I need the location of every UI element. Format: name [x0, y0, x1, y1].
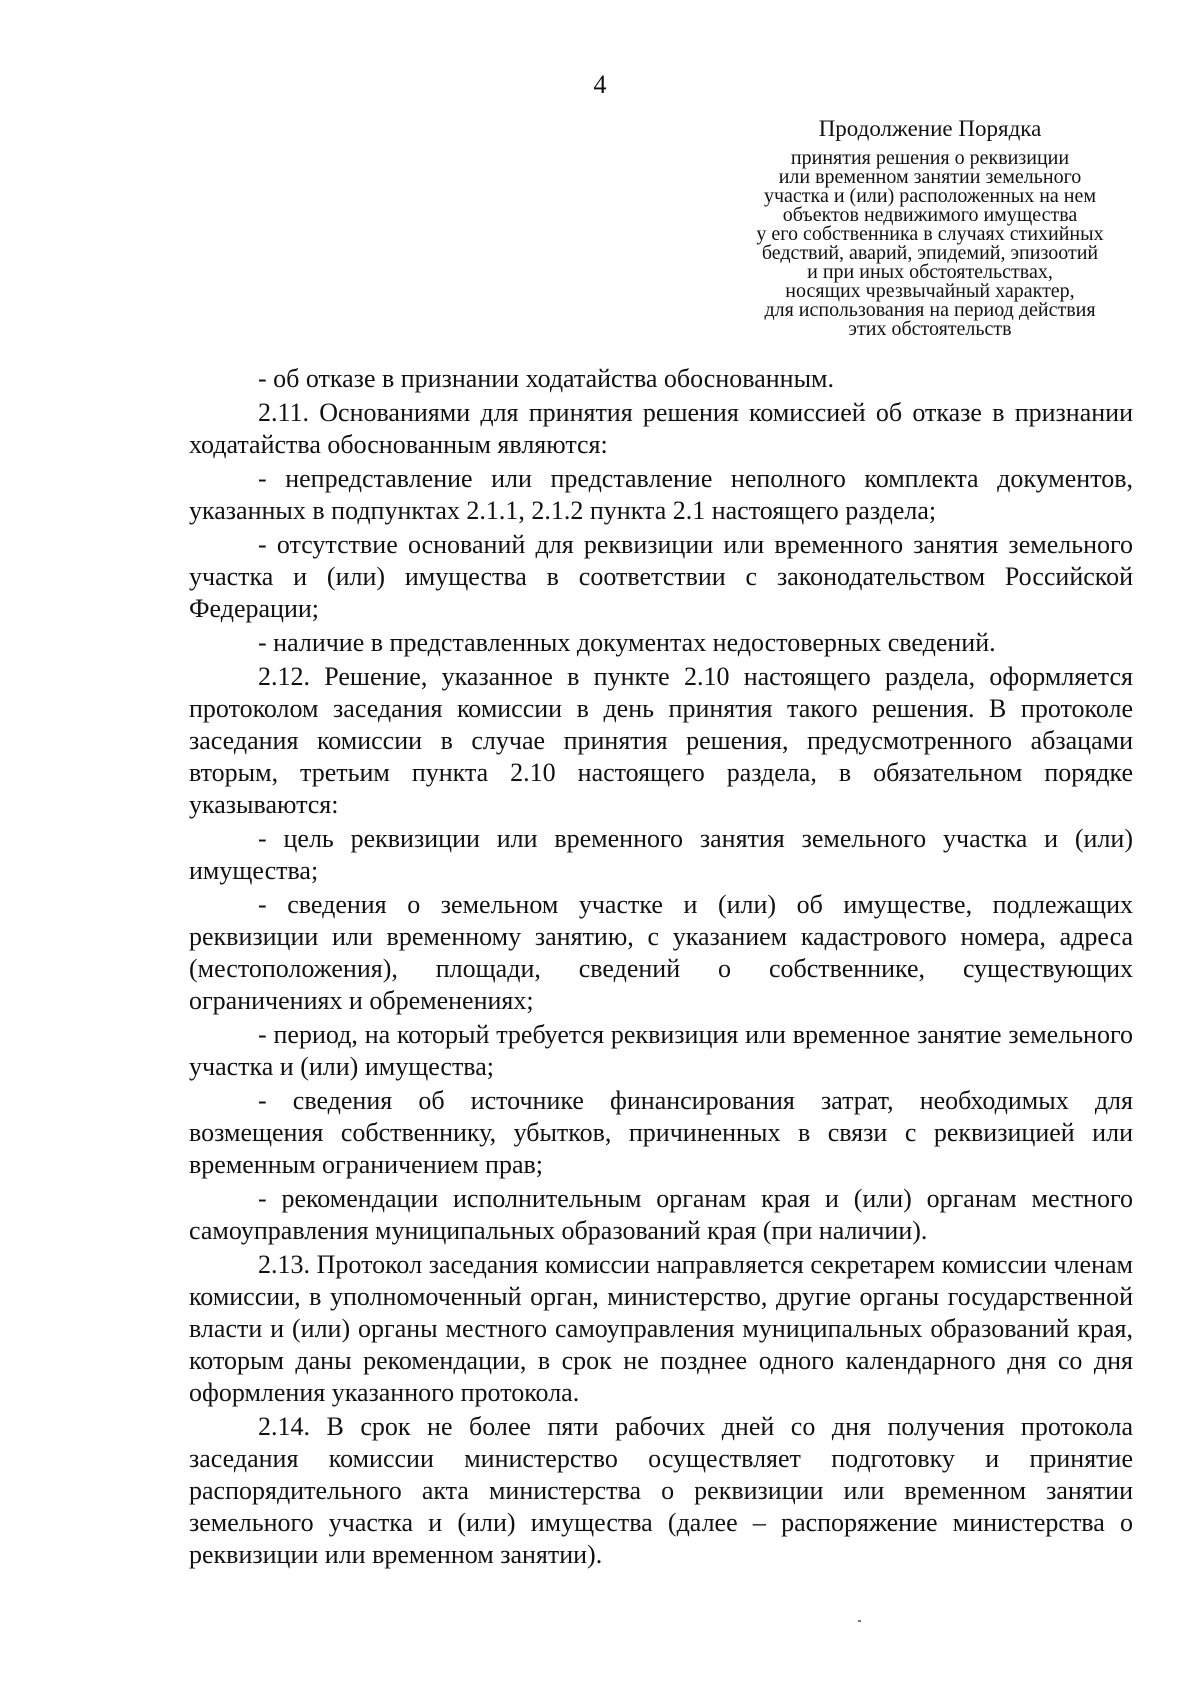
- scan-speck: [858, 1620, 861, 1622]
- paragraph-2-14: 2.14. В срок не более пяти рабочих дней со дня получения протокола заседания комиссии министерство осуществляет подготовку и принятие распорядительного акта министерства о реквизиции или временном занятии земельного участка и (или) имущества (далее – распоряжение министерства о реквизиции или временном занятии).: [189, 1412, 1133, 1569]
- header-line: принятия решения о реквизиции: [790, 147, 1070, 169]
- header-line: объектов недвижимого имущества: [782, 204, 1078, 226]
- list-item: - цель реквизиции или временного занятия земельного участка и (или) имущества;: [189, 824, 1133, 885]
- list-item: - отсутствие оснований для реквизиции или временного занятия земельного участка и (или) имущества в соответствии с законодательством Российской Федерации;: [189, 530, 1133, 623]
- header-line: или временном занятии земельного: [778, 166, 1082, 188]
- document-header: [680, 115, 1180, 339]
- header-line: бедствий, аварий, эпидемий, эпизоотий: [761, 242, 1099, 264]
- header-title: Продолжение Порядка: [818, 116, 1042, 141]
- page-number: 4: [593, 70, 607, 99]
- header-line: этих обстоятельств: [848, 318, 1012, 340]
- list-item: - сведения о земельном участке и (или) об имуществе, подлежащих реквизиции или временному занятию, с указанием кадастрового номера, адреса (местоположения), площади, сведений о собственнике, существующих ограничениях и обременениях;: [189, 890, 1133, 1015]
- paragraph-2-11: 2.11. Основаниями для принятия решения комиссией об отказе в признании ходатайства обоснованным являются:: [189, 398, 1133, 459]
- list-item: - наличие в представленных документах недостоверных сведений.: [258, 628, 996, 657]
- document-body: [189, 363, 1133, 1573]
- list-item: - сведения об источнике финансирования затрат, необходимых для возмещения собственнику, убытков, причиненных в связи с реквизицией или временным ограничением прав;: [189, 1086, 1133, 1179]
- list-item: - рекомендации исполнительным органам края и (или) органам местного самоуправления муниципальных образований края (при наличии).: [189, 1184, 1133, 1245]
- header-line: для использования на период действия: [764, 299, 1096, 321]
- paragraph: - об отказе в признании ходатайства обоснованным.: [258, 364, 834, 393]
- header-line: у его собственника в случаях стихийных: [756, 223, 1104, 245]
- header-line: и при иных обстоятельствах,: [807, 261, 1053, 283]
- header-line: участка и (или) расположенных на нем: [763, 185, 1097, 207]
- paragraph-2-12: 2.12. Решение, указанное в пункте 2.10 настоящего раздела, оформляется протоколом заседания комиссии в день принятия такого решения. В протоколе заседания комиссии в случае принятия решения, предусмотренного абзацами вторым, третьим пункта 2.10 настоящего раздела, в обязательном порядке указываются:: [189, 662, 1133, 819]
- header-line: носящих чрезвычайный характер,: [785, 280, 1075, 302]
- list-item: - период, на который требуется реквизиция или временное занятие земельного участка и (или) имущества;: [189, 1020, 1133, 1081]
- paragraph-2-13: 2.13. Протокол заседания комиссии направляется секретарем комиссии членам комиссии, в уполномоченный орган, министерство, другие органы государственной власти и (или) органы местного самоуправления муниципальных образований края, которым даны рекомендации, в срок не позднее одного календарного дня со дня оформления указанного протокола.: [189, 1250, 1133, 1407]
- list-item: - непредставление или представление неполного комплекта документов, указанных в подпунктах 2.1.1, 2.1.2 пункта 2.1 настоящего раздела;: [189, 464, 1133, 525]
